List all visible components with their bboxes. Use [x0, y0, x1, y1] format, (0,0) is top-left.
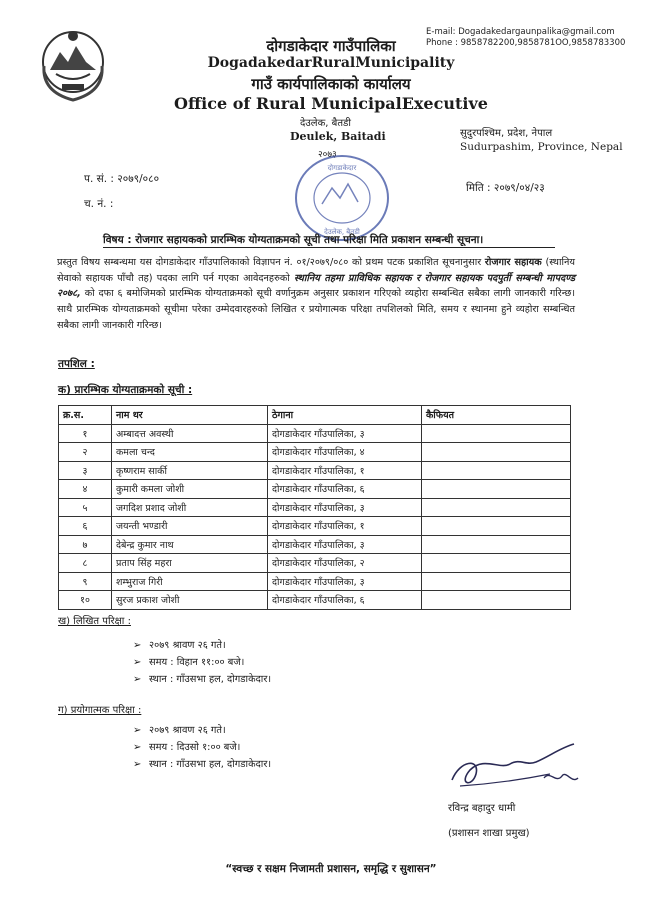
cell-name: सुरज प्रकाश जोशी — [112, 591, 268, 610]
handwritten-signature — [440, 740, 590, 798]
list-item — [133, 654, 271, 671]
cell-serial: ७ — [59, 535, 112, 554]
arrow-bullet-icon: ➢ — [133, 640, 142, 651]
office-seal-stamp — [292, 152, 392, 244]
cell-serial: १० — [59, 591, 112, 610]
tapashil-heading: तपशिल : — [58, 358, 95, 370]
cell-remarks — [422, 591, 571, 610]
cell-name: कमला चन्द — [112, 443, 268, 462]
cell-name: जगदिश प्रशाद जोशी — [112, 498, 268, 517]
cell-address: दोगडाकेदार गाँउपालिका, ३ — [268, 572, 422, 591]
cell-remarks — [422, 535, 571, 554]
body-part-2: (स्थानिय सेवाको सहायक पाँचौ तह) पदका लागि पर्न गएका आवेदनहरुको — [57, 257, 575, 284]
section-ka-heading: क) प्रारम्भिक योग्यताक्रमको सूची : — [58, 384, 193, 396]
candidate-table — [58, 405, 571, 610]
written-exam-heading: ख) लिखित परिक्षा : — [58, 616, 131, 627]
table-row — [59, 591, 571, 610]
cell-remarks — [422, 554, 571, 573]
practical-exam-time: समय : दिउसो १:०० बजे। — [149, 742, 241, 753]
cell-address: दोगडाकेदार गाँउपालिका, ३ — [268, 535, 422, 554]
body-criteria-name: स्थानिय तहमा प्राविधिक सहायक र रोजगार सहायक पदपुर्ती सम्बन्धी मापदण्ड २०७८, — [57, 272, 576, 300]
cell-address: दोगडाकेदार गाँउपालिका, १ — [268, 461, 422, 480]
stamp-place: देउलेक, बैतडी — [324, 228, 360, 236]
arrow-bullet-icon: ➢ — [133, 725, 142, 736]
arrow-bullet-icon: ➢ — [133, 674, 142, 685]
body-part-3: को दफा ६ बमोजिमको प्रारम्भिक योग्यताक्रमको सूची वर्णानुक्रम अनुसार प्रकाशन गरिएको व्यहोरा सम्बन्धित सबैका लागी जानकारी गरिन्छ। साथै प्रारम्भिक योग्यताक्रमको सूचीमा परेका उम्मेदवारहरुको लिखित र प्रयोगात्मक परिक्षा तपशिलको मिति, समय र स्थानमा हुने व्यहोरा सम्बन्धित सबैका लागी जानकारी गरिन्छ। — [57, 288, 575, 331]
table-row — [59, 517, 571, 536]
table-header-row — [59, 406, 571, 425]
cell-name: अम्बादत्त अवस्थी — [112, 424, 268, 443]
cell-serial: ८ — [59, 554, 112, 573]
list-item — [133, 637, 271, 654]
letter-date: मिति : २०७९/०४/२३ — [466, 182, 545, 194]
signatory-role: (प्रशासन शाखा प्रमुख) — [448, 828, 530, 839]
table-row — [59, 535, 571, 554]
cell-remarks — [422, 461, 571, 480]
footer-slogan: “स्वच्छ र सक्षम निजामती प्रशासन, समृद्धि र सुशासन” — [225, 863, 437, 875]
cell-name: देबेन्द्र कुमार नाथ — [112, 535, 268, 554]
list-item — [133, 671, 271, 688]
table-row — [59, 480, 571, 499]
cell-serial: २ — [59, 443, 112, 462]
practical-exam-heading: ग) प्रयोगात्मक परिक्षा : — [58, 705, 142, 716]
cell-remarks — [422, 572, 571, 591]
cell-serial: ५ — [59, 498, 112, 517]
table-row — [59, 424, 571, 443]
established-year: २०७३ — [318, 150, 337, 160]
cell-address: दोगडाकेदार गाँउपालिका, ६ — [268, 480, 422, 499]
notice-body — [57, 255, 575, 334]
cell-remarks — [422, 517, 571, 536]
subject-underline — [103, 247, 555, 248]
signatory-name: रविन्द्र बहादुर धामी — [448, 803, 516, 814]
cell-name: प्रताप सिंह महरा — [112, 554, 268, 573]
practical-exam-details — [133, 722, 271, 773]
cell-address: दोगडाकेदार गाँउपालिका, ४ — [268, 443, 422, 462]
cell-address: दोगडाकेदार गाँउपालिका, १ — [268, 517, 422, 536]
office-title-np: गाउँ कार्यपालिकाको कार्यालय — [251, 75, 411, 93]
table-row — [59, 554, 571, 573]
table-row — [59, 443, 571, 462]
notice-subject: विषय : रोजगार सहायकको प्रारम्भिक योग्यताक्रमको सूची तथा परिक्षा मिति प्रकाशन सम्बन्धी सूचना। — [103, 234, 484, 246]
province-en: Sudurpashim, Province, Nepal — [460, 141, 623, 153]
col-serial: क्र.स. — [59, 406, 112, 425]
arrow-bullet-icon: ➢ — [133, 657, 142, 668]
chalani-number: च. नं. : — [84, 198, 114, 210]
cell-serial: ९ — [59, 572, 112, 591]
cell-serial: ३ — [59, 461, 112, 480]
municipality-title-np: दोगडाकेदार गाउँपालिका — [266, 37, 396, 55]
office-title-en: Office of Rural MunicipalExecutive — [174, 94, 488, 113]
col-remarks: कैफियत — [422, 406, 571, 425]
cell-remarks — [422, 498, 571, 517]
written-exam-venue: स्थान : गाँउसभा हल, दोगडाकेदार। — [149, 674, 272, 685]
cell-name: शम्भुराज गिरी — [112, 572, 268, 591]
place-en: Deulek, Baitadi — [290, 130, 386, 143]
list-item — [133, 722, 271, 739]
cell-address: दोगडाकेदार गाँउपालिका, ३ — [268, 424, 422, 443]
arrow-bullet-icon: ➢ — [133, 759, 142, 770]
cell-address: दोगडाकेदार गाँउपालिका, ६ — [268, 591, 422, 610]
municipality-title-en: DogadakedarRuralMunicipality — [207, 55, 455, 71]
table-row — [59, 572, 571, 591]
body-post-name: रोजगार सहायक — [484, 257, 542, 268]
list-item — [133, 756, 271, 773]
body-part-1: प्रस्तुत विषय सम्बन्धमा यस दोगडाकेदार गाँउपालिकाको विज्ञापन नं. ०१/२०७९/०८० को प्रथम पटक प्रकाशित सूचनानुसार — [57, 257, 485, 268]
cell-serial: ६ — [59, 517, 112, 536]
contact-email: E-mail: Dogadakedargaunpalika@gmail.com — [426, 27, 615, 37]
table-row — [59, 461, 571, 480]
contact-phone: Phone : 9858782200,9858781OO,9858783300 — [426, 38, 626, 48]
cell-remarks — [422, 443, 571, 462]
written-exam-details — [133, 637, 271, 688]
cell-serial: १ — [59, 424, 112, 443]
cell-name: कृष्णराम सार्की — [112, 461, 268, 480]
col-address: ठेगाना — [268, 406, 422, 425]
cell-remarks — [422, 424, 571, 443]
cell-name: कुमारी कमला जोशी — [112, 480, 268, 499]
cell-serial: ४ — [59, 480, 112, 499]
written-exam-date: २०७९ श्रावण २६ गते। — [149, 640, 226, 651]
practical-exam-date: २०७९ श्रावण २६ गते। — [149, 725, 226, 736]
cell-address: दोगडाकेदार गाँउपालिका, ३ — [268, 498, 422, 517]
cell-remarks — [422, 480, 571, 499]
cell-name: जयन्ती भण्डारी — [112, 517, 268, 536]
place-np: देउलेक, बैतडी — [300, 118, 351, 129]
table-row — [59, 498, 571, 517]
stamp-text: दोगडाकेदार — [327, 164, 357, 172]
province-np: सुदुरपश्चिम, प्रदेश, नेपाल — [460, 128, 553, 139]
written-exam-time: समय : विहान ११:०० बजे। — [149, 657, 245, 668]
cell-address: दोगडाकेदार गाँउपालिका, २ — [268, 554, 422, 573]
arrow-bullet-icon: ➢ — [133, 742, 142, 753]
patra-sankhya: प. सं. : २०७९/०८० — [84, 173, 160, 185]
col-name: नाम थर — [112, 406, 268, 425]
practical-exam-venue: स्थान : गाँउसभा हल, दोगडाकेदार। — [149, 759, 272, 770]
list-item — [133, 739, 271, 756]
